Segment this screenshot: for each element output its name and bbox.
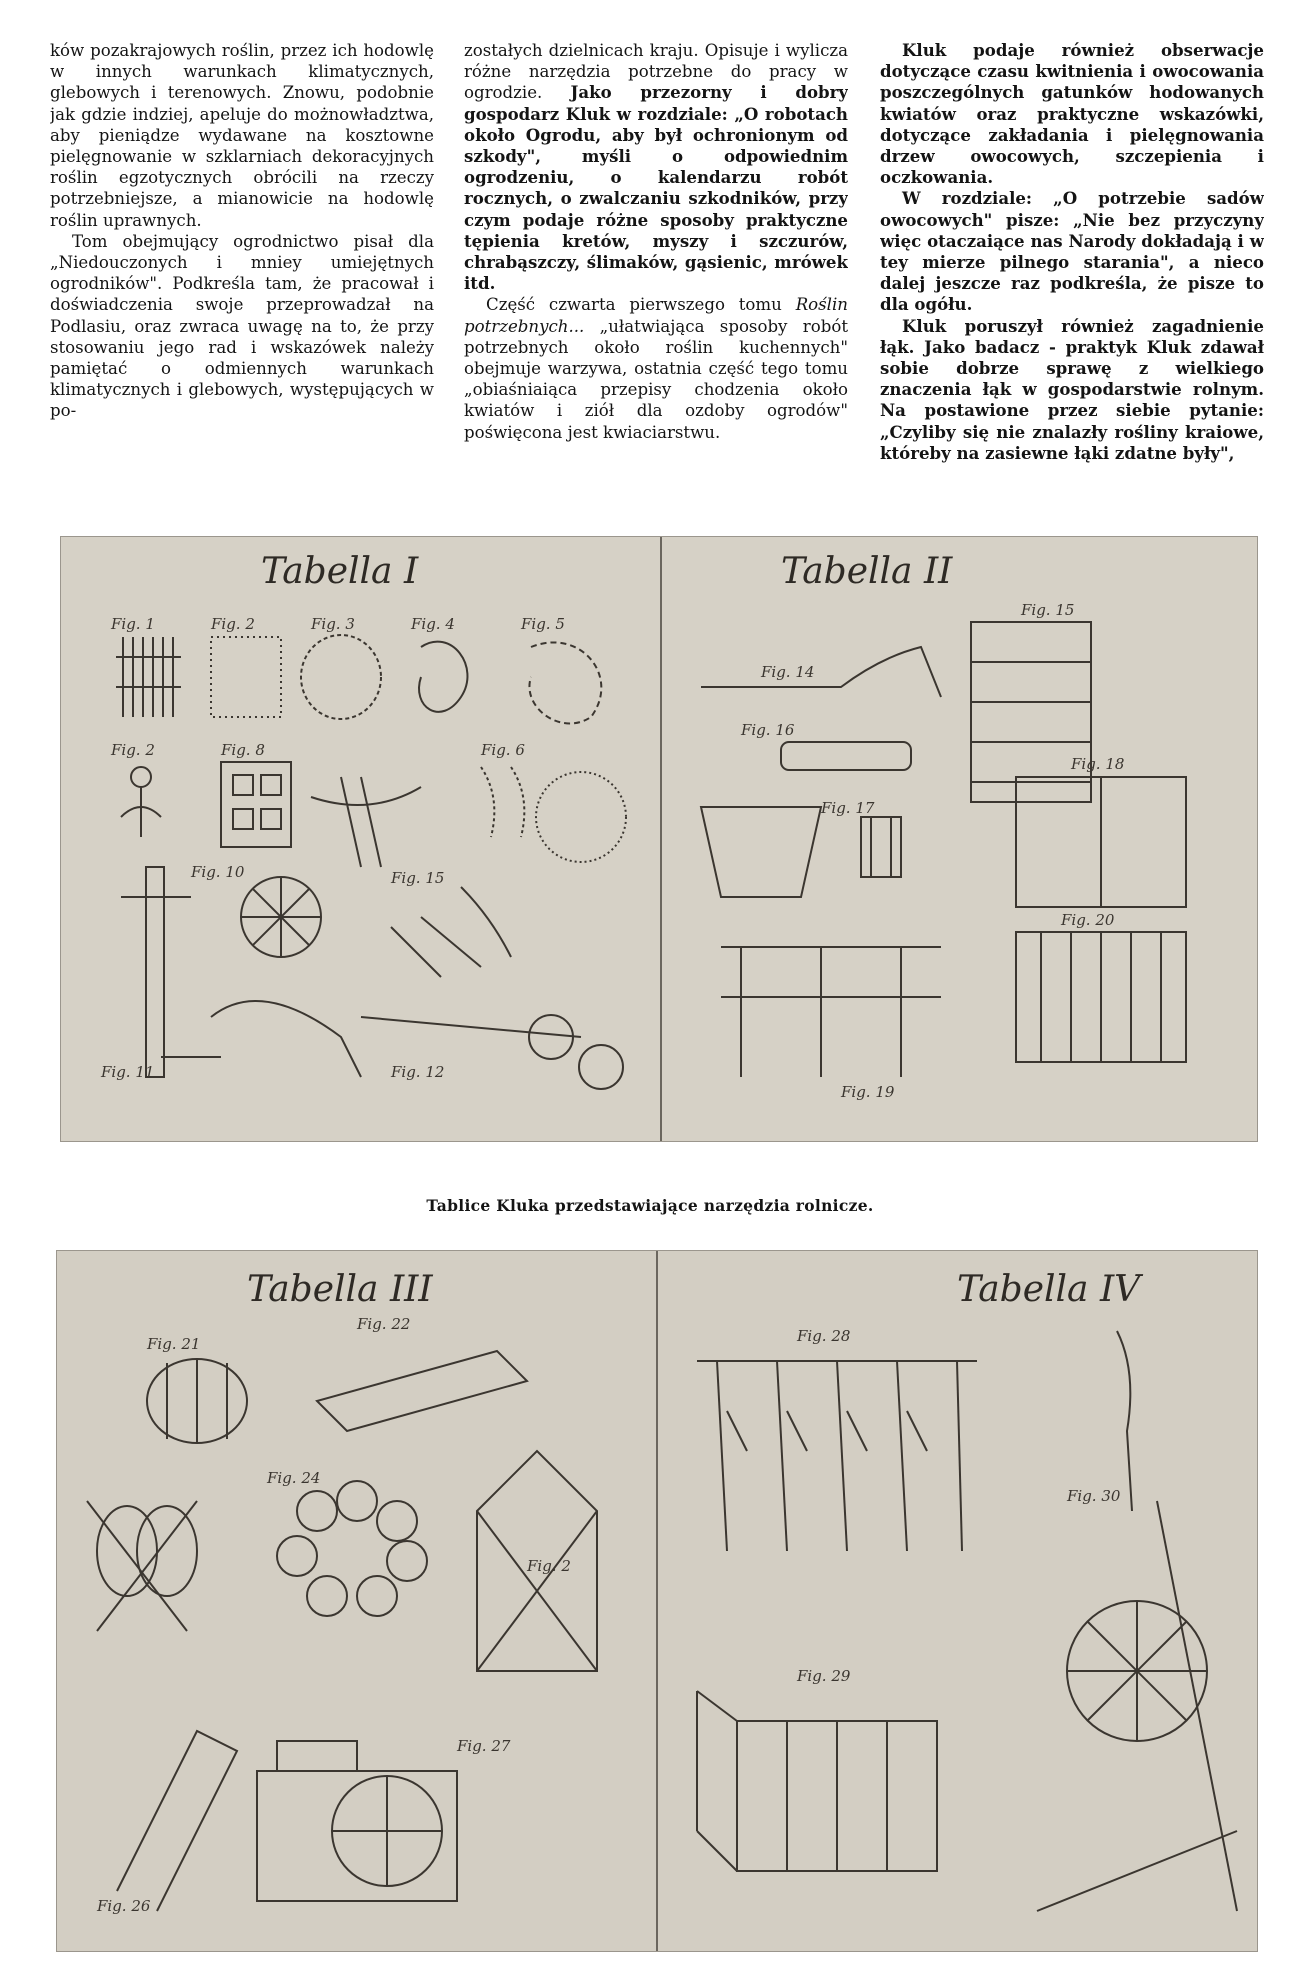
paragraph-bold-text: Jako przezorny i dobry gospodarz Kluk w rozdziale: „O robotach około Ogrodu, aby był ochronionym od szkody", myśli o odpowiednim ogrodzeniu, o kalendarzu robót rocznych, o zwalczaniu szkodników, przy czym podaje różne sposoby praktyczne tępienia kretów, myszy i szczurów, chrabąszczy, ślimaków, gąsienic, mrówek itd.	[464, 82, 848, 294]
fig-label: Fig. 29	[797, 1667, 851, 1685]
paragraph-text: Część czwarta pierwszego tomu	[486, 295, 782, 315]
column-3	[880, 40, 1264, 518]
fig-label: Fig. 10	[191, 863, 245, 881]
fig-label: Fig. 6	[481, 741, 525, 759]
column-2	[464, 40, 848, 518]
fig-label: Fig. 28	[797, 1327, 851, 1345]
fig-label: Fig. 3	[311, 615, 355, 633]
paragraph	[464, 294, 848, 442]
fig-label: Fig. 26	[97, 1897, 151, 1915]
fig-label: Fig. 12	[391, 1063, 445, 1081]
paragraph-text: „ułatwiająca sposoby robót potrzebnych około roślin kuchennych" obejmuje warzywa, ostatnia część tego tomu „obiaśniaiąca przepisy chodzenia około kwiatów i ziół dla ozdoby ogrodów" poświęcona jest kwiaciarstwu.	[464, 316, 848, 442]
plate-2-illustration	[57, 1251, 1257, 1951]
fig-label: Fig. 4	[411, 615, 455, 633]
fig-label: Fig. 22	[357, 1315, 411, 1333]
fig-label: Fig. 24	[267, 1469, 321, 1487]
fig-label: Fig. 2	[111, 741, 155, 759]
fence-sketch	[1016, 932, 1186, 1062]
fig-label: Fig. 30	[1067, 1487, 1121, 1505]
compass-rose-sketch	[241, 877, 321, 957]
paragraph: Tom obejmujący ogrodnictwo pisał dla „Niedouczonych i mniey umiejętnych ogrodników". Podkreśla tam, że pracował i doświadczenia swoje przeprowadzał na Podlasiu, oraz zwraca uwagę na to, że przy stosowaniu jego rad i wskazówek należy pamiętać o odmiennych warunkach klimatycznych i glebowych, występujących w po-	[50, 231, 434, 421]
paragraph: ków pozakrajowych roślin, przez ich hodowlę w innych warunkach klimatycznych, glebowych i terenowych. Znowu, podobnie jak gdzie indziej, apeluje do możnowładztwa, aby pieniądze wydawane na kosztowne pielęgnowanie w szklarniach dekoracyjnych roślin egzotycznych obrócili na rzeczy potrzebniejsze, a mianowicie na hodowlę roślin uprawnych.	[50, 41, 434, 230]
plate-title: Tabella II	[781, 551, 953, 592]
fig-label: Fig. 21	[147, 1335, 201, 1353]
paragraph: W rozdziale: „O potrzebie sadów owocowych" pisze: „Nie bez przyczyny więc otaczaiące nas Narody dokładają i w tey mierze pilnego starania", a nieco dalej jeszcze raz podkreśla, że pisze to dla ogółu.	[880, 188, 1264, 315]
fig-label: Fig. 2	[211, 615, 255, 633]
fig-label: Fig. 20	[1061, 911, 1115, 929]
paragraph: Kluk poruszył również zagadnienie łąk. Jako badacz - praktyk Kluk zdawał sobie dobrze sprawę z wielkiego znaczenia łąk w gospodarstwie rolnym. Na postawione przez siebie pytanie: „Czyliby się nie znalazły rośliny kraiowe, któreby na zasiewne łąki zdatne były",	[880, 315, 1264, 463]
text-columns	[50, 40, 1264, 518]
fig-label: Fig. 11	[101, 1063, 155, 1081]
paragraph	[464, 40, 848, 294]
plate-title: Tabella I	[261, 551, 419, 592]
fig-label: Fig. 8	[221, 741, 265, 759]
plate-1-illustration	[61, 537, 1257, 1141]
plate-title: Tabella III	[247, 1269, 433, 1310]
fig-label: Fig. 18	[1071, 755, 1125, 773]
paragraph-text: zostałych dzielnicach kraju. Opisuje i wylicza różne narzędzia potrzebne do pracy w ogrodzie.	[464, 41, 848, 103]
fig-label: Fig. 17	[821, 799, 875, 817]
fig-label: Fig. 14	[761, 663, 815, 681]
plate-caption: Tablice Kluka przedstawiające narzędzia rolnicze.	[426, 1196, 874, 1215]
fig-label: Fig. 15	[1021, 601, 1075, 619]
column-1	[50, 40, 434, 518]
fig-label: Fig. 5	[521, 615, 565, 633]
fig-label: Fig. 2	[527, 1557, 571, 1575]
fig-label: Fig. 27	[457, 1737, 511, 1755]
book-title: Roślin potrzebnych...	[464, 295, 848, 336]
fig-label: Fig. 16	[741, 721, 795, 739]
plate-title: Tabella IV	[957, 1269, 1141, 1310]
fig-label: Fig. 1	[111, 615, 155, 633]
fig-label: Fig. 19	[841, 1083, 895, 1101]
paragraph: Kluk podaje również obserwacje dotyczące czasu kwitnienia i owocowania poszczególnych gatunków hodowanych kwiatów oraz praktyczne wskazówki, dotyczące zakładania i pielęgnowania drzew owocowych, szczepienia i oczkowania.	[880, 40, 1264, 188]
fig-label: Fig. 15	[391, 869, 445, 887]
plate-tabella-1-2	[60, 536, 1258, 1142]
plate-tabella-3-4	[56, 1250, 1258, 1952]
